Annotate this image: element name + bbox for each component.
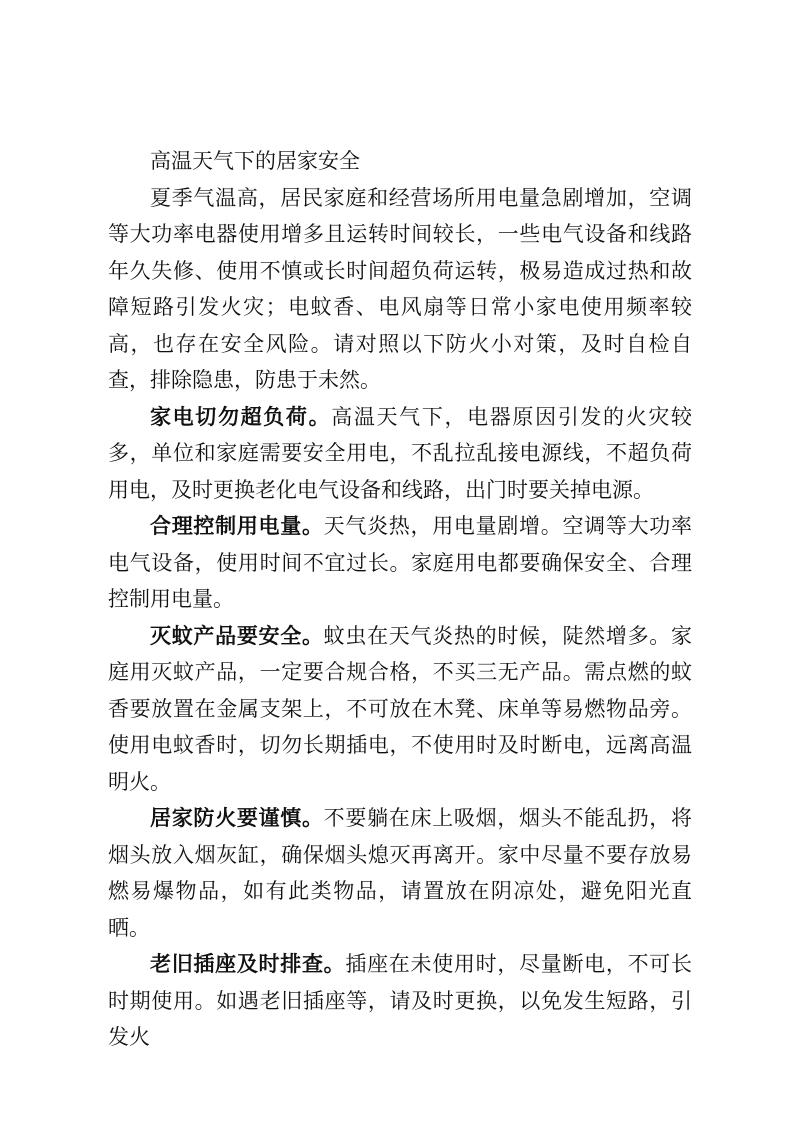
section-electricity-usage [108,508,692,618]
document-body [108,143,692,1056]
section-heading: 灭蚊产品要安全。 [150,622,324,648]
section-mosquito-products [108,618,692,801]
section-heading: 居家防火要谨慎。 [150,805,324,830]
section-heading: 家电切勿超负荷。 [150,403,332,429]
section-body: 天气炎热，用电量剧增。空调等大功率电气设备，使用时间不宜过长。家庭用电都要确保安全、合理控制用电量。 [108,514,693,611]
section-body: 插座在未使用时，尽量断电，不可长时期使用。如遇老旧插座等，请及时更换，以免发生短路，引发火 [108,952,692,1049]
intro-paragraph: 夏季气温高，居民家庭和经营场所用电量急剧增加，空调等大功率电器使用增多且运转时间较长，一些电气设备和线路年久失修、使用不慎或长时间超负荷运转，极易造成过热和故障短路引发火灾；电蚊香、电风扇等日常小家电使用频率较高，也存在安全风险。请对照以下防火小对策，及时自检自查，排除隐患，防患于未然。 [108,185,692,392]
section-body: 不要躺在床上吸烟，烟头不能乱扔，将烟头放入烟灰缸，确保烟头熄灭再离开。家中尽量不要存放易燃易爆物品，如有此类物品，请置放在阴凉处，避免阳光直晒。 [108,806,693,940]
section-appliance-overload [108,399,692,509]
section-home-fire-prevention [108,800,692,946]
section-heading: 合理控制用电量。 [150,513,324,538]
section-old-sockets [108,946,692,1056]
document-title: 高温天气下的居家安全 [150,149,360,173]
section-body: 蚊虫在天气炎热的时候，陡然增多。家庭用灭蚊产品，一定要合规合格，不买三无产品。需点燃的蚊香要放置在金属支架上，不可放在木凳、床单等易燃物品旁。使用电蚊香时，切勿长期插电，不使用时及时断电，远离高温明火。 [108,623,693,794]
section-body: 高温天气下，电器原因引发的火灾较多，单位和家庭需要安全用电，不乱拉乱接电源线，不超负荷用电，及时更换老化电气设备和线路，出门时要关掉电源。 [108,404,692,502]
section-heading: 老旧插座及时排查。 [150,951,346,976]
